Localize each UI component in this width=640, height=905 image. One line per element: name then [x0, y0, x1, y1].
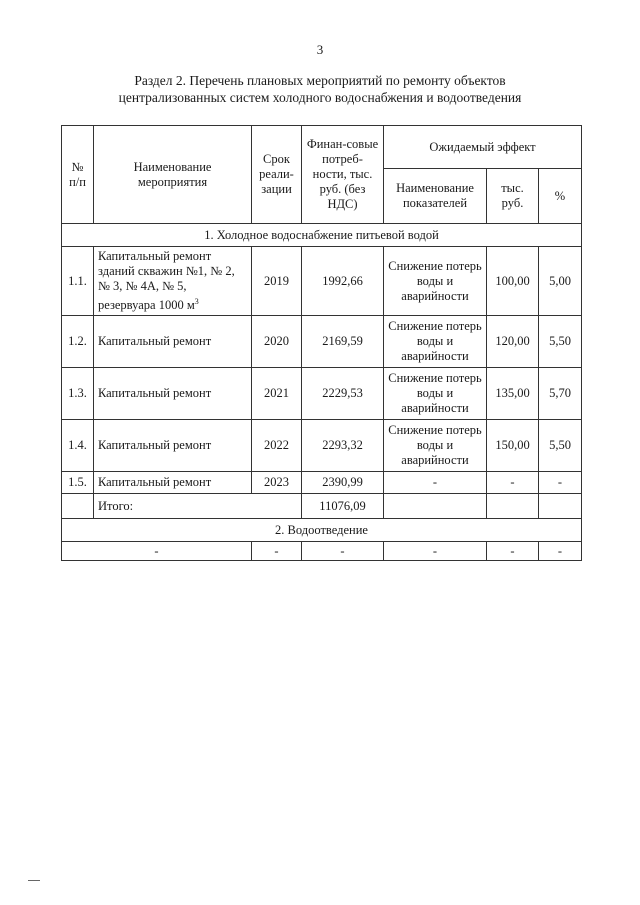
row-rub: 150,00: [487, 420, 539, 472]
row-pct: 5,70: [539, 368, 582, 420]
total-empty-cell: [539, 494, 582, 519]
row-name: Капитальный ремонт зданий скважин №1, № 2, № 3, № 4А, № 5, резервуара 1000 $м^3$: [94, 247, 252, 316]
page-number: 3: [316, 42, 324, 57]
header-row-1: [62, 126, 582, 169]
row-year: 2023: [252, 472, 302, 494]
section-title-line-1: Раздел 2. Перечень плановых мероприятий по ремонту объектов: [134, 73, 506, 88]
row-rub: 135,00: [487, 368, 539, 420]
dash-cell: -: [384, 542, 487, 561]
row-name: Капитальный ремонт: [94, 420, 252, 472]
total-empty-cell: [487, 494, 539, 519]
table-row: [62, 316, 582, 368]
table-row: [62, 420, 582, 472]
table-row: [62, 472, 582, 494]
section-title: [60, 72, 580, 106]
row-num: 1.3.: [62, 368, 94, 420]
total-empty-cell: [62, 494, 94, 519]
row-name: Капитальный ремонт: [94, 316, 252, 368]
row-rub: 120,00: [487, 316, 539, 368]
row-year: 2021: [252, 368, 302, 420]
table-row: [62, 247, 582, 316]
header-finance: Финан-совые потреб-ности, тыс. руб. (без НДС): [302, 126, 384, 224]
header-thousand-rub: тыс. руб.: [487, 169, 539, 224]
row-year: 2020: [252, 316, 302, 368]
section-label: 1. Холодное водоснабжение питьевой водой: [62, 224, 582, 247]
footer-mark: [28, 880, 40, 881]
row-finance: 1992,66: [302, 247, 384, 316]
row-indicator: Снижение потерь воды и аварийности: [384, 368, 487, 420]
header-percent: %: [539, 169, 582, 224]
total-empty-cell: [384, 494, 487, 519]
header-indicator: Наименование показателей: [384, 169, 487, 224]
total-row: [62, 494, 582, 519]
dash-cell: -: [487, 542, 539, 561]
row-name: Капитальный ремонт: [94, 368, 252, 420]
dash-cell: -: [62, 542, 252, 561]
row-name: Капитальный ремонт: [94, 472, 252, 494]
header-num: № п/п: [62, 126, 94, 224]
row-rub: -: [487, 472, 539, 494]
row-indicator: Снижение потерь воды и аварийности: [384, 316, 487, 368]
superscript: 3: [194, 297, 199, 306]
row-finance: 2390,99: [302, 472, 384, 494]
table-row: [62, 368, 582, 420]
section-title-line-2: централизованных систем холодного водоснабжения и водоотведения: [118, 90, 522, 105]
total-value: 11076,09: [302, 494, 384, 519]
row-pct: 5,50: [539, 420, 582, 472]
dash-cell: -: [539, 542, 582, 561]
row-pct: 5,00: [539, 247, 582, 316]
dash-cell: -: [252, 542, 302, 561]
row-num: 1.5.: [62, 472, 94, 494]
section-label: 2. Водоотведение: [62, 519, 582, 542]
row-rub: 100,00: [487, 247, 539, 316]
row-num: 1.2.: [62, 316, 94, 368]
row-pct: -: [539, 472, 582, 494]
header-term: Срок реали-зации: [252, 126, 302, 224]
measures-table: [61, 125, 582, 561]
row-num: 1.1.: [62, 247, 94, 316]
row-year: 2022: [252, 420, 302, 472]
header-name: Наименование мероприятия: [94, 126, 252, 224]
row-num: 1.4.: [62, 420, 94, 472]
row-finance: 2169,59: [302, 316, 384, 368]
dash-cell: -: [302, 542, 384, 561]
row-finance: 2293,32: [302, 420, 384, 472]
row-pct: 5,50: [539, 316, 582, 368]
header-effect: Ожидаемый эффект: [384, 126, 582, 169]
dash-row: [62, 542, 582, 561]
row-indicator: Снижение потерь воды и аварийности: [384, 247, 487, 316]
row-indicator: Снижение потерь воды и аварийности: [384, 420, 487, 472]
row-finance: 2229,53: [302, 368, 384, 420]
section-row-water-supply: [62, 224, 582, 247]
row-indicator: -: [384, 472, 487, 494]
row-year: 2019: [252, 247, 302, 316]
total-label: Итого:: [94, 494, 302, 519]
section-row-sewerage: [62, 519, 582, 542]
